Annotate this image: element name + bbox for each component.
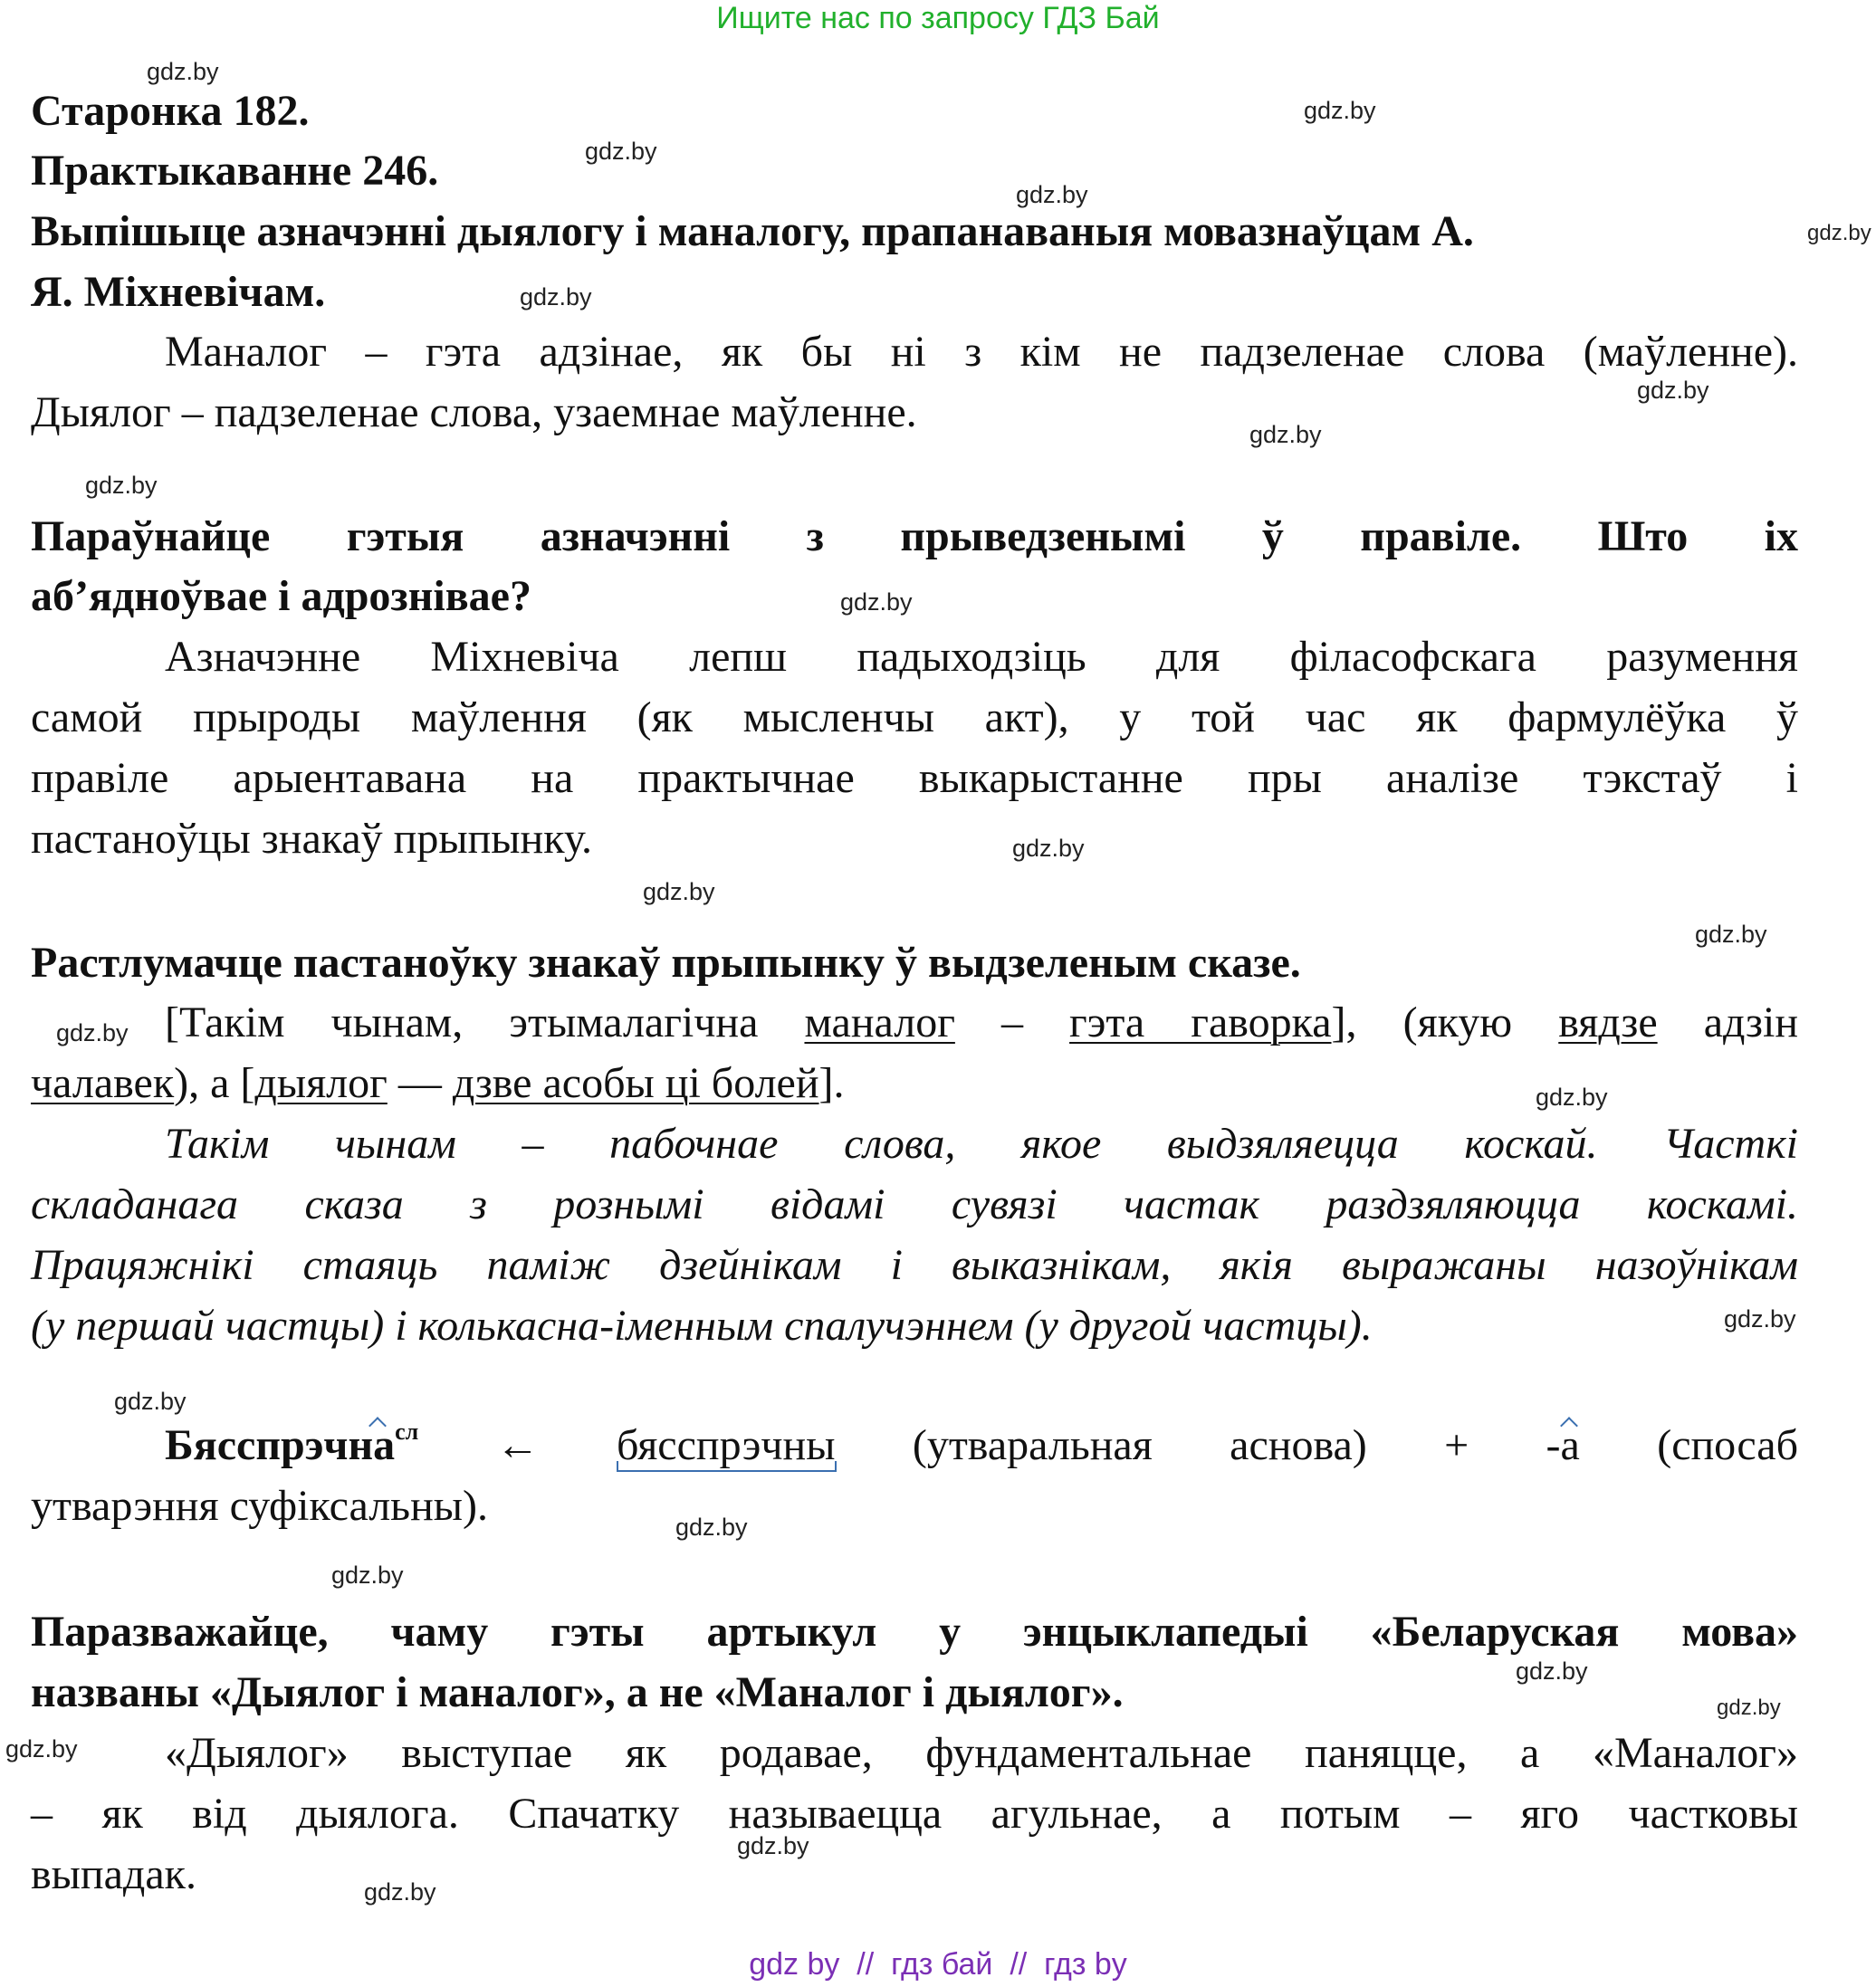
watermark: gdz.by xyxy=(56,1019,129,1046)
watermark: gdz.by xyxy=(1249,421,1322,448)
explanation-line-1: Такім чынам – пабочнае слова, якое выдзяляецца коскай. Часткі xyxy=(165,1120,1798,1168)
sentence-part: ), а [ xyxy=(174,1059,255,1107)
explanation-line-3: Працяжнікі стаяць паміж дзейнікам і выказнікам, якія выражаны назоўнікам xyxy=(31,1241,1798,1289)
derivation-arrow: ← xyxy=(495,1421,540,1469)
task-2-line-1: Параўнайце гэтыя азначэнні з прыведзенымі ў правіле. Што іх xyxy=(31,512,1798,560)
watermark: gdz.by xyxy=(840,588,913,616)
analysis-part: (спосаб xyxy=(1579,1421,1798,1469)
answer-1-line-2: Дыялог – падзеленае слова, узаемнае маўленне. xyxy=(31,388,917,436)
sentence-part: [Такім чынам, этымалагічна xyxy=(165,998,805,1046)
sentence-part: — xyxy=(387,1059,453,1107)
predicate-underlined: дзве асобы ці болей xyxy=(452,1059,819,1107)
sentence-line-1 xyxy=(165,995,1798,1051)
predicate-underlined: гэта гаворка xyxy=(1069,998,1332,1046)
watermark: gdz.by xyxy=(1516,1657,1588,1685)
watermark: gdz.by xyxy=(643,878,715,905)
word-superscript: сл xyxy=(395,1419,419,1445)
answer-4-line-3: выпадак. xyxy=(31,1850,196,1898)
watermark: gdz.by xyxy=(1807,221,1871,245)
answer-2-line-2: самой прыроды маўлення (як мысленчы акт), у той час як фармулёўка ў xyxy=(31,693,1798,741)
watermark: gdz.by xyxy=(1016,181,1088,208)
watermark: gdz.by xyxy=(737,1832,809,1859)
watermark: gdz.by xyxy=(1536,1084,1608,1111)
sentence-part: ], (якую xyxy=(1331,998,1559,1046)
task-3: Растлумачце пастаноўку знакаў прыпынку ў выдзеленым сказе. xyxy=(31,939,1301,987)
task-1-line-2: Я. Міхневічам. xyxy=(31,268,326,316)
answer-4-line-2: – як від дыялога. Спачатку называецца агульнае, а потым – яго частковы xyxy=(31,1790,1798,1838)
watermark: gdz.by xyxy=(364,1878,436,1906)
base-word: бясспрэчны xyxy=(617,1418,835,1474)
subject-underlined: маналог xyxy=(804,998,955,1046)
watermark: gdz.by xyxy=(1724,1305,1796,1333)
sentence-part: ]. xyxy=(818,1059,845,1107)
top-banner: Ищите нас по запросу ГДЗ Бай xyxy=(716,1,1160,35)
answer-4-line-1: «Дыялог» выступае як родавае, фундаментальнае паняцце, а «Маналог» xyxy=(165,1729,1798,1777)
answer-2-line-3: правіле арыентавана на практычнае выкарыстанне пры аналізе тэкстаў і xyxy=(31,754,1798,802)
sentence-part: – xyxy=(954,998,1070,1046)
sentence-part: адзін xyxy=(1657,998,1799,1046)
task-2-line-2: аб’ядноўвае і адрознівае? xyxy=(31,572,531,620)
explanation-line-2: складанага сказа з рознымі відамі сувязі частак раздзяляюцца коскамі. xyxy=(31,1180,1798,1228)
watermark: gdz.by xyxy=(147,58,219,85)
watermark: gdz.by xyxy=(5,1735,78,1763)
watermark: gdz.by xyxy=(1304,97,1376,124)
watermark: gdz.by xyxy=(675,1514,748,1541)
watermark: gdz.by xyxy=(1717,1696,1781,1720)
word-analysis-line-1 xyxy=(165,1418,1798,1474)
task-4-line-1: Паразважайце, чаму гэты артыкул у энцыклапедыі «Беларуская мова» xyxy=(31,1608,1798,1656)
word-analysis-line-2: утварэння суфіксальны). xyxy=(31,1482,488,1530)
analyzed-word: Бясспрэчна xyxy=(165,1418,395,1474)
watermark: gdz.by xyxy=(331,1562,404,1589)
watermark: gdz.by xyxy=(1695,921,1767,948)
watermark: gdz.by xyxy=(1012,835,1085,862)
analysis-part: (утваральная аснова) + xyxy=(835,1421,1546,1469)
watermark: gdz.by xyxy=(1637,377,1709,404)
sentence-line-2 xyxy=(31,1056,1798,1112)
answer-2-line-1: Азначэнне Міхневіча лепш падыходзіць для філасофскага разумення xyxy=(165,633,1798,681)
watermark: gdz.by xyxy=(85,472,158,499)
predicate-underlined: вядзе xyxy=(1558,998,1658,1046)
task-1-line-1: Выпішыце азначэнні дыялогу і маналогу, прапанаваныя мовазнаўцам А. xyxy=(31,207,1474,255)
watermark: gdz.by xyxy=(520,283,592,310)
bottom-banner: gdz by // гдз бай // гдз by xyxy=(749,1947,1127,1982)
answer-1-line-1: Маналог – гэта адзінае, як бы ні з кім не падзеленае слова (маўленне). xyxy=(165,328,1798,376)
subject-underlined: дыялог xyxy=(254,1059,388,1107)
task-4-line-2: названы «Дыялог і маналог», а не «Маналог і дыялог». xyxy=(31,1668,1124,1716)
page-title: Старонка 182. xyxy=(31,87,310,135)
answer-2-line-4: пастаноўцы знакаў прыпынку. xyxy=(31,815,593,863)
watermark: gdz.by xyxy=(114,1388,187,1415)
subject-underlined: чалавек xyxy=(31,1059,175,1107)
explanation-line-4: (у першай частцы) і колькасна-іменным спалучэннем (у другой частцы). xyxy=(31,1302,1373,1350)
suffix: -а xyxy=(1546,1418,1580,1474)
watermark: gdz.by xyxy=(585,138,657,165)
exercise-title: Практыкаванне 246. xyxy=(31,147,439,195)
